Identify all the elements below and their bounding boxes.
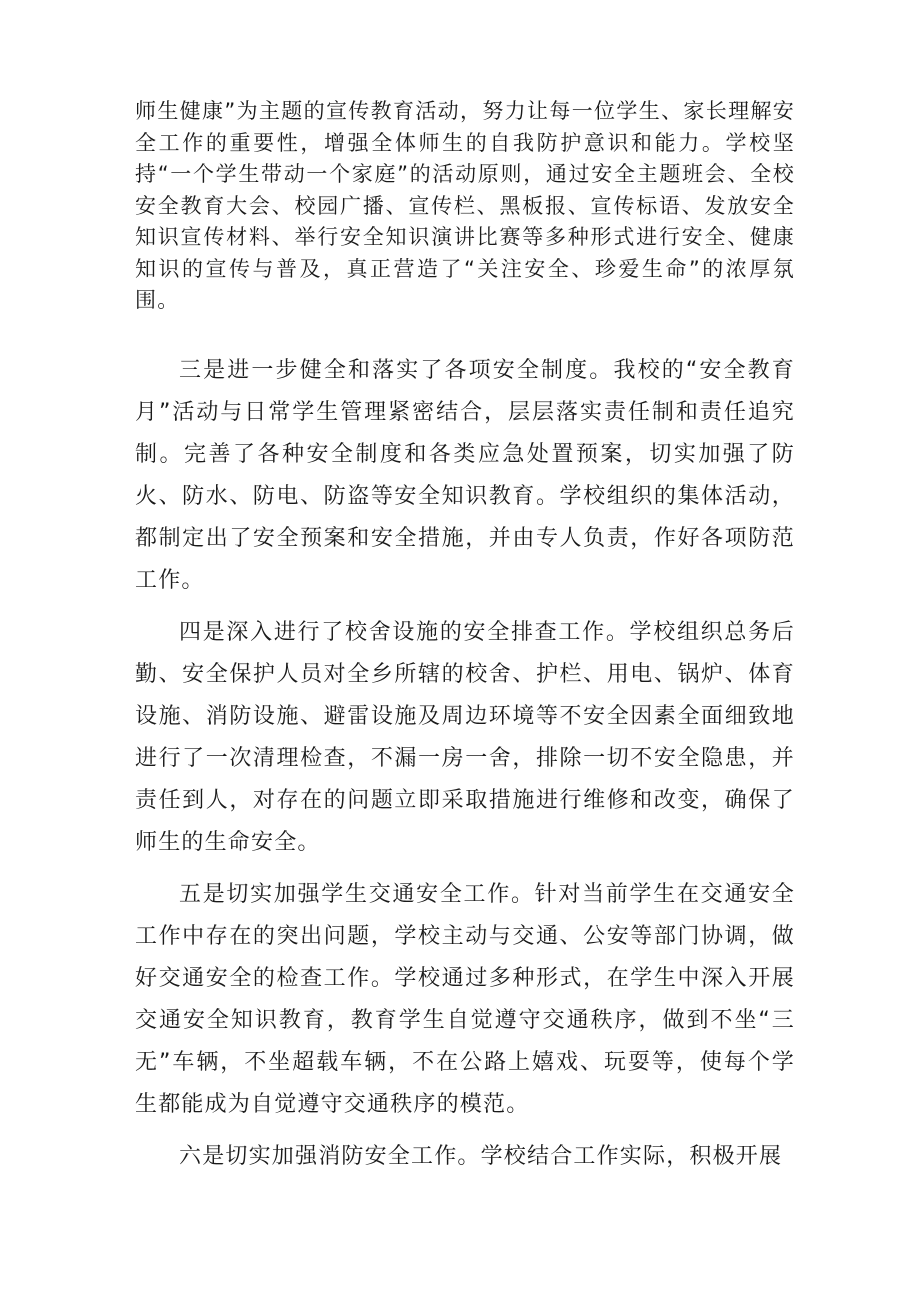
continued-paragraph: 师生健康”为主题的宣传教育活动，努力让每一位学生、家长理解安全工作的重要性，增强全体师生的自我防护意识和能力。学校坚持“一个学生带动一个家庭”的活动原则，通过安全主题班会、全校安全教育大会、校园广播、宣传栏、黑板报、宣传标语、发放安全知识宣传材料、举行安全知识演讲比赛等多种形式进行安全、健康知识的宣传与普及，真正营造了“关注安全、珍爱生命”的浓厚氛围。 [135,99,795,312]
body-paragraphs [135,350,795,1178]
paragraph-traffic-safety: 五是切实加强学生交通安全工作。针对当前学生在交通安全工作中存在的突出问题，学校主动与交通、公安等部门协调，做好交通安全的检查工作。学校通过多种形式，在学生中深入开展交通安全知识教育，教育学生自觉遵守交通秩序，做到不坐“三无”车辆，不坐超载车辆，不在公路上嬉戏、玩耍等，使每个学生都能成为自觉遵守交通秩序的模范。 [135,882,795,1117]
paragraph-safety-systems: 三是进一步健全和落实了各项安全制度。我校的“安全教育月”活动与日常学生管理紧密结合，层层落实责任制和责任追究制。完善了各种安全制度和各类应急处置预案，切实加强了防火、防水、防电、防盗等安全知识教育。学校组织的集体活动，都制定出了安全预案和安全措施，并由专人负责，作好各项防范工作。 [135,358,795,593]
paragraph-fire-safety: 六是切实加强消防安全工作。学校结合工作实际，积极开展 [179,1144,783,1169]
paragraph-facility-inspection: 四是深入进行了校舍设施的安全排查工作。学校组织总务后勤、安全保护人员对全乡所辖的校舍、护栏、用电、锅炉、体育设施、消防设施、避雷设施及周边环境等不安全因素全面细致地进行了一次清理检查，不漏一房一舍，排除一切不安全隐患，并责任到人，对存在的问题立即采取措施进行维修和改变，确保了师生的生命安全。 [135,620,795,855]
